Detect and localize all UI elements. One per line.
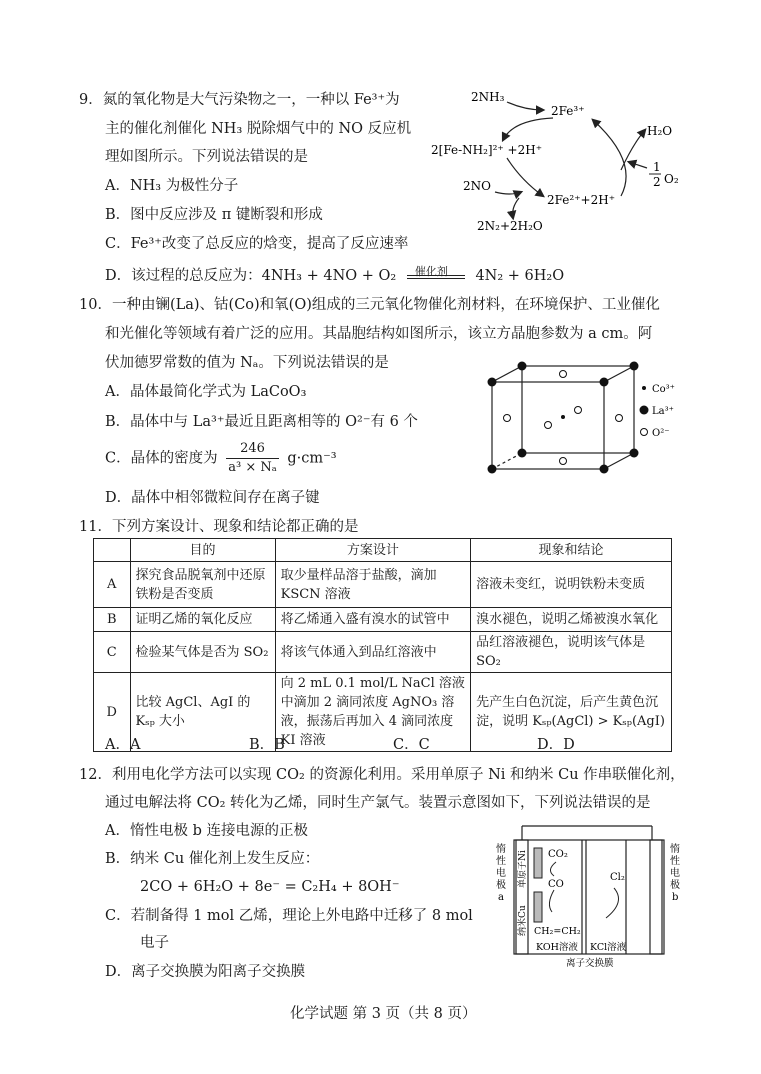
q12-option-c-line1: C．若制备得 1 mol 乙烯，理论上外电路中迁移了 8 mol xyxy=(105,908,473,924)
q12-label-c2h4: CH₂=CH₂ xyxy=(534,926,581,937)
q9-label-fe2: 2Fe²⁺+2H⁺ xyxy=(547,193,616,207)
row-purpose: 证明乙烯的氧化反应 xyxy=(130,608,275,632)
row-purpose: 探究食品脱氧剂中还原铁粉是否变质 xyxy=(130,562,275,608)
q12-electrode-b-char: 极 xyxy=(670,880,680,891)
table-header: 现象和结论 xyxy=(471,539,672,562)
q9-catalyst-arrow xyxy=(407,265,465,279)
q9-label-complex: 2[Fe-NH₂]²⁺ +2H⁺ xyxy=(431,143,543,157)
q11-stem: 11．下列方案设计、现象和结论都正确的是 xyxy=(79,519,359,535)
row-design: 向 2 mL 0.1 mol/L NaCl 溶液中滴加 2 滴同浓度 AgNO₃ 溶液，振荡后再加入 4 滴同浓度 KI 溶液 xyxy=(275,673,471,752)
q12-label-cu: 纳米Cu xyxy=(518,905,528,936)
row-purpose: 比较 AgCl、AgI 的 Kₛₚ 大小 xyxy=(130,673,275,752)
row-result: 品红溶液褪色，说明该气体是 SO₂ xyxy=(471,632,672,673)
q12-arrow-co2-to-co xyxy=(550,862,556,876)
row-result: 溴水褪色，说明乙烯被溴水氧化 xyxy=(471,608,672,632)
q12-electrode-b-char: 惰 xyxy=(670,844,680,855)
q10-density-numerator: 246 xyxy=(226,440,279,459)
q10-legend-co: Co³⁺ xyxy=(652,384,675,395)
q10-option-a: A．晶体最简化学式为 LaCoO₃ xyxy=(105,384,307,400)
row-label: D xyxy=(94,673,131,752)
row-label: A xyxy=(94,562,131,608)
q9-option-c: C．Fe³⁺改变了总反应的焓变，提高了反应速率 xyxy=(105,236,409,252)
q12-electrode-a-char: 性 xyxy=(496,856,506,867)
q9-stem-line2: 主的催化剂催化 NH₃ 脱除烟气中的 NO 反应机 xyxy=(105,121,412,137)
q9-label-fe3: 2Fe³⁺ xyxy=(551,104,585,118)
q12-cu-catalyst xyxy=(534,892,542,922)
q9-option-d xyxy=(105,262,564,291)
q9-arrow-products-out xyxy=(513,198,519,218)
q9-option-b: B．图中反应涉及 π 键断裂和形成 xyxy=(105,207,323,223)
q12-electrode-a-char: 极 xyxy=(496,880,506,891)
table-row xyxy=(94,632,672,673)
q12-electrode-b-char: 性 xyxy=(670,856,680,867)
q10-density-unit: g·cm⁻³ xyxy=(287,450,337,467)
q12-label-koh: KOH溶液 xyxy=(536,942,578,953)
q12-stem-line2: 通过电解法将 CO₂ 转化为乙烯，同时生产氯气。装置示意图如下，下列说法错误的是 xyxy=(105,795,651,811)
q12-electrode-b-char: 电 xyxy=(670,868,680,879)
row-label: C xyxy=(94,632,131,673)
row-result: 先产生白色沉淀，后产生黄色沉淀，说明 Kₛₚ(AgCl) > Kₛₚ(AgI) xyxy=(471,673,672,752)
q12-electrode-b-char: b xyxy=(672,892,679,903)
q12-option-c-line2: 电子 xyxy=(140,935,169,951)
q12-electrode-a-char: 电 xyxy=(496,868,506,879)
q9-arrow-nh3-in xyxy=(507,102,543,110)
q9-stem-line3: 理如图所示。下列说法错误的是 xyxy=(105,149,308,165)
q9-label-half-den: 2 xyxy=(653,175,661,189)
q9-label-half-num: 1 xyxy=(653,160,661,174)
row-result: 溶液未变红，说明铁粉未变质 xyxy=(471,562,672,608)
q9-option-d-products: 4N₂ + 6H₂O xyxy=(475,268,565,284)
q9-label-o2: O₂ xyxy=(664,172,679,186)
row-purpose: 检验某气体是否为 SO₂ xyxy=(130,632,275,673)
q10-legend-la: La³⁺ xyxy=(652,406,674,417)
q12-electrode-a-char: a xyxy=(498,892,504,903)
q10-option-c-label: C．晶体的密度为 xyxy=(105,450,218,467)
q9-option-d-reactants: D．该过程的总反应为：4NH₃ + 4NO + O₂ xyxy=(105,268,397,284)
q10-option-c xyxy=(105,440,337,477)
row-design: 取少量样品溶于盐酸，滴加 KSCN 溶液 xyxy=(275,562,471,608)
q9-label-nh3: 2NH₃ xyxy=(471,90,505,104)
table-row xyxy=(94,673,672,752)
q9-arrow-to-fe3 xyxy=(593,120,626,196)
q12-option-d: D．离子交换膜为阳离子交换膜 xyxy=(105,964,306,980)
q10-option-d: D．晶体中相邻微粒间存在离子键 xyxy=(105,490,320,506)
table-row xyxy=(94,608,672,632)
q11-option-c: C．C xyxy=(393,737,430,753)
table-header-row xyxy=(94,539,672,562)
q11-option-b: B．B xyxy=(249,737,285,753)
q10-density-fraction xyxy=(226,440,279,477)
page-footer: 化学试题 第 3 页（共 8 页） xyxy=(290,1006,477,1022)
q12-electrolysis-diagram xyxy=(486,818,686,968)
q12-option-b: B．纳米 Cu 催化剂上发生反应： xyxy=(105,851,320,867)
q12-label-kcl: KCl溶液 xyxy=(590,942,627,953)
q10-density-denominator: a³ × Nₐ xyxy=(228,460,277,475)
q11-table xyxy=(93,538,672,752)
table-row xyxy=(94,562,672,608)
table-header: 目的 xyxy=(130,539,275,562)
table-header: 方案设计 xyxy=(275,539,471,562)
q12-label-co2: CO₂ xyxy=(548,849,568,860)
q10-stem-line3: 伏加德罗常数的值为 Nₐ。下列说法错误的是 xyxy=(105,355,389,371)
q12-stem-line1: 12．利用电化学方法可以实现 CO₂ 的资源化利用。采用单原子 Ni 和纳米 Cu 作串联催化剂， xyxy=(79,767,685,783)
row-design: 将乙烯通入盛有溴水的试管中 xyxy=(275,608,471,632)
q10-stem-line2: 和光催化等领域有着广泛的应用。其晶胞结构如图所示，该立方晶胞参数为 a cm。阿 xyxy=(105,326,653,342)
q10-option-b: B．晶体中与 La³⁺最近且距离相等的 O²⁻有 6 个 xyxy=(105,414,418,430)
q9-label-no: 2NO xyxy=(463,179,491,193)
q10-co-ion xyxy=(561,415,565,419)
q12-arrow-co-to-c2h4 xyxy=(549,890,554,912)
q9-arrow-to-fe2 xyxy=(507,158,543,196)
q9-label-products: 2N₂+2H₂O xyxy=(477,219,543,233)
row-design: 将该气体通入到品红溶液中 xyxy=(275,632,471,673)
q12-label-membrane: 离子交换膜 xyxy=(566,958,614,968)
q12-label-cl2: Cl₂ xyxy=(610,872,625,883)
row-label: B xyxy=(94,608,131,632)
q12-ni-catalyst xyxy=(534,848,542,878)
q12-option-a: A．惰性电极 b 连接电源的正极 xyxy=(105,823,308,839)
q11-option-a: A．A xyxy=(105,737,141,753)
table-header xyxy=(94,539,131,562)
q9-arrow-no-in xyxy=(495,192,521,194)
q11-option-d: D．D xyxy=(537,737,575,753)
q9-arrow-to-complex xyxy=(503,118,553,140)
q9-catalyst-label: 催化剂 xyxy=(414,265,448,278)
q10-unit-cell-diagram xyxy=(480,360,690,478)
q9-option-a: A．NH₃ 为极性分子 xyxy=(105,178,239,194)
q9-mechanism-diagram xyxy=(425,80,705,240)
q12-electrode-a-char: 惰 xyxy=(496,844,506,855)
q12-arrow-cl2-out xyxy=(606,888,619,918)
q12-label-co: CO xyxy=(548,879,564,890)
q9-label-h2o: H₂O xyxy=(647,124,673,138)
q10-stem-line1: 10．一种由镧(La)、钴(Co)和氧(O)组成的三元氧化物催化剂材料，在环境保护、工业催化 xyxy=(79,297,660,313)
q9-stem-line1: 9．氮的氧化物是大气污染物之一，一种以 Fe³⁺为 xyxy=(79,92,400,108)
q9-arrow-o2-in xyxy=(629,162,647,168)
q10-legend-o: O²⁻ xyxy=(652,428,670,439)
q12-equation: 2CO + 6H₂O + 8e⁻ = C₂H₄ + 8OH⁻ xyxy=(140,879,400,895)
q12-label-ni: 单原子Ni xyxy=(518,850,528,888)
